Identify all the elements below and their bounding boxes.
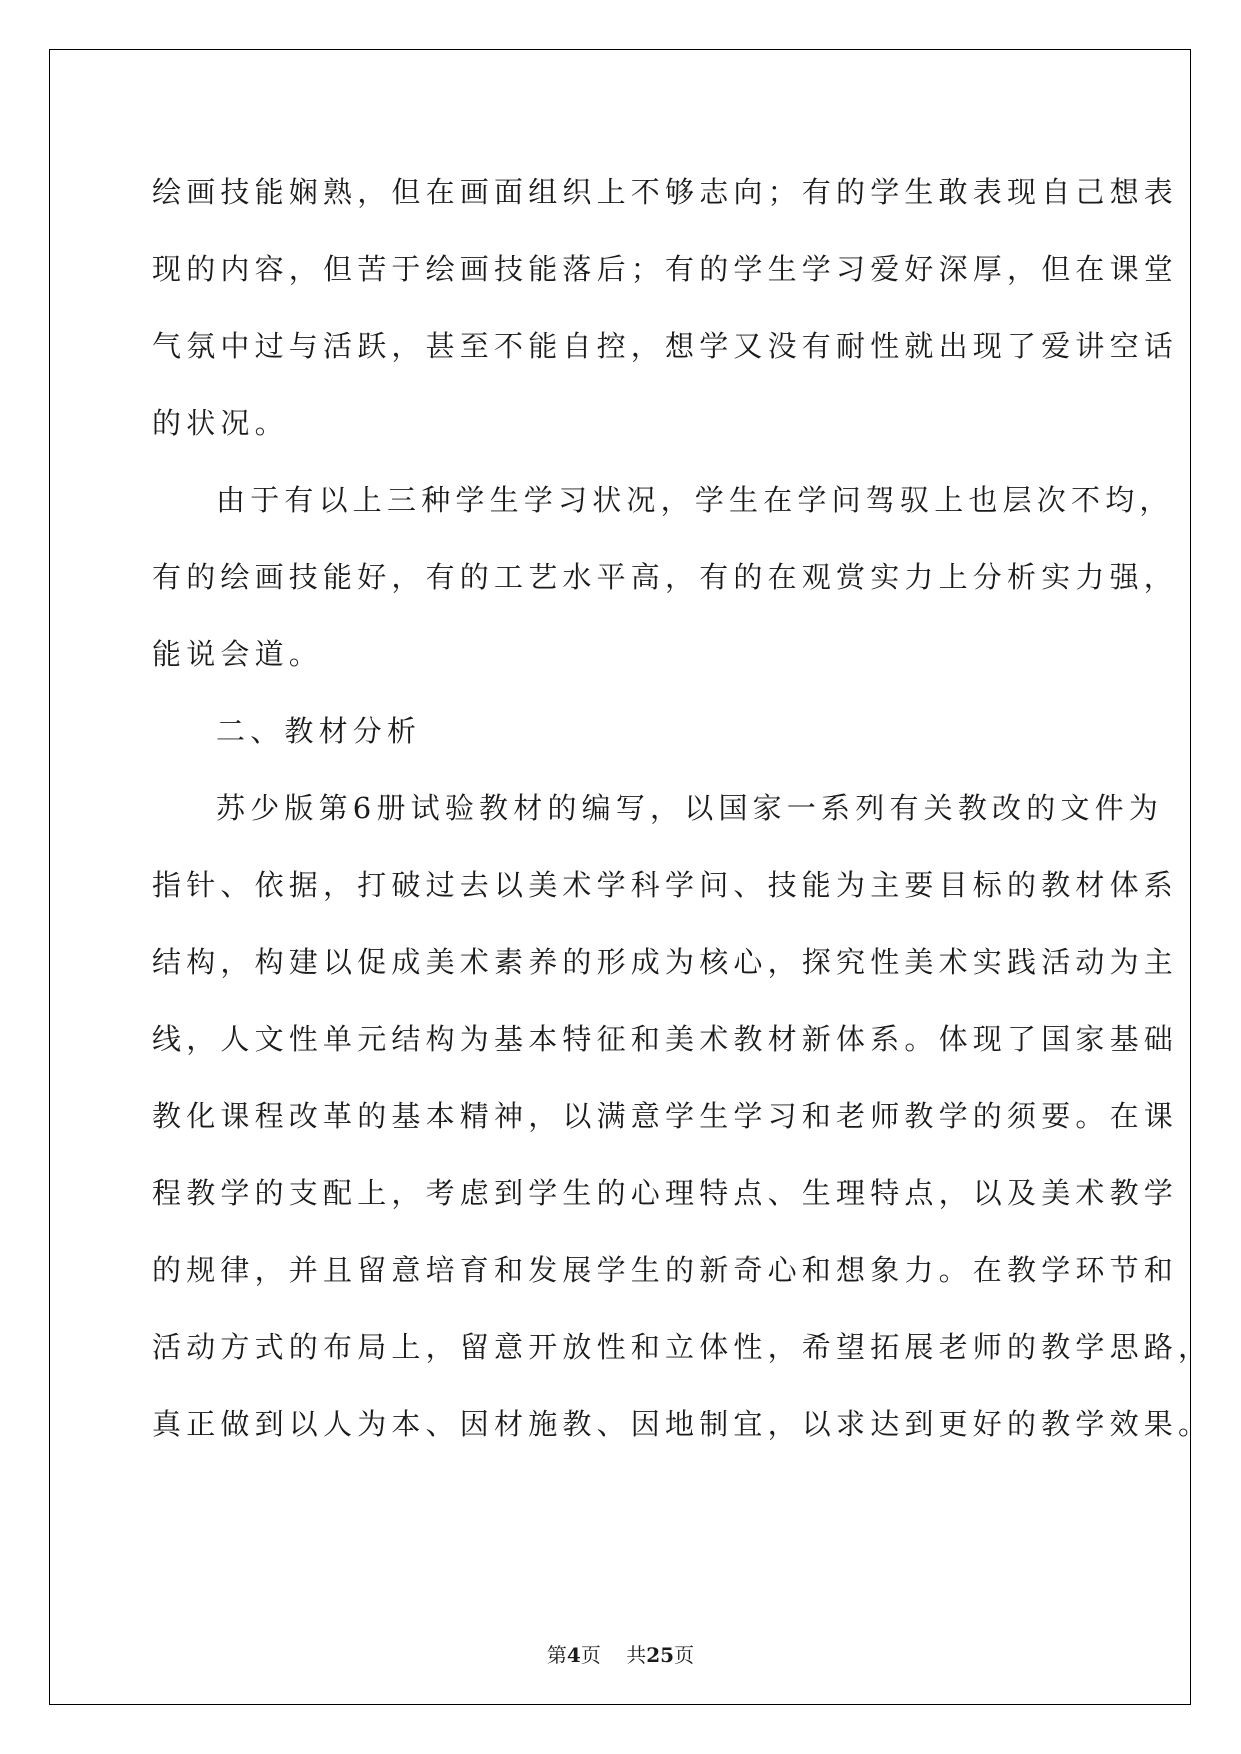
text-line: 真正做到以人为本、因材施教、因地制宜，以求达到更好的教学效果。: [152, 1407, 1213, 1441]
text-line: 的规律，并且留意培育和发展学生的新奇心和想象力。在教学环节和: [152, 1253, 1179, 1287]
section-heading: 二、教材分析: [216, 714, 422, 748]
text-line: 的状况。: [152, 406, 289, 440]
text-line: 活动方式的布局上，留意开放性和立体性，希望拓展老师的教学思路，: [152, 1330, 1213, 1364]
text-line: 能说会道。: [152, 637, 324, 671]
text-line: 结构，构建以促成美术素养的形成为核心，探究性美术实践活动为主: [152, 945, 1179, 979]
page-number: 4: [566, 1643, 581, 1667]
paragraph-first-line: 苏少版第6册试验教材的编写，以国家一系列有关教改的文件为: [216, 791, 1164, 825]
page-prefix: 第: [546, 1643, 567, 1667]
text-line: 气氛中过与活跃，甚至不能自控，想学又没有耐性就出现了爱讲空话: [152, 329, 1179, 363]
page-footer: [0, 1643, 1241, 1667]
text-line: 线，人文性单元结构为基本特征和美术教材新体系。体现了国家基础: [152, 1022, 1179, 1056]
text-line: 指针、依据，打破过去以美术学科学问、技能为主要目标的教材体系: [152, 868, 1179, 902]
paragraph-first-line: 由于有以上三种学生学习状况，学生在学问驾驭上也层次不均，: [216, 483, 1174, 517]
text-line: 绘画技能娴熟，但在画面组织上不够志向；有的学生敢表现自己想表: [152, 175, 1179, 209]
text-line: 教化课程改革的基本精神，以满意学生学习和老师教学的须要。在课: [152, 1099, 1179, 1133]
total-prefix: 共: [626, 1643, 647, 1667]
text-line: 程教学的支配上，考虑到学生的心理特点、生理特点，以及美术教学: [152, 1176, 1179, 1210]
total-pages: 25: [646, 1643, 675, 1667]
text-line: 有的绘画技能好，有的工艺水平高，有的在观赏实力上分析实力强，: [152, 560, 1179, 594]
total-suffix: 页: [674, 1643, 695, 1667]
text-line: 现的内容，但苦于绘画技能落后；有的学生学习爱好深厚，但在课堂: [152, 252, 1179, 286]
page-suffix: 页: [580, 1643, 601, 1667]
